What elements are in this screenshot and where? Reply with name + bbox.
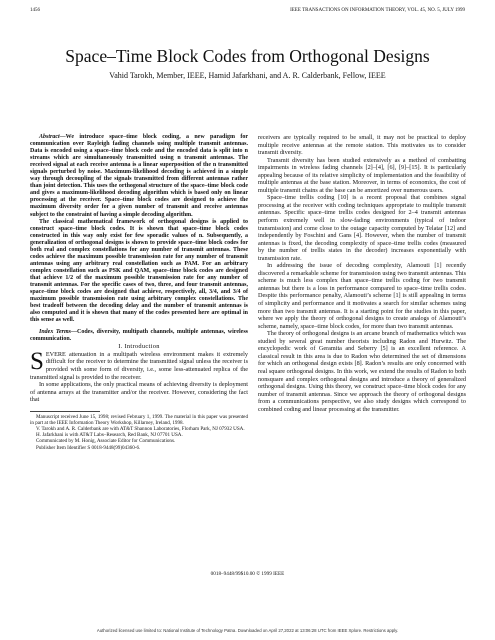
footnote: Communicated by M. Honig, Associate Editor for Communications.	[36, 438, 176, 445]
drop-cap: S	[30, 347, 44, 375]
body-paragraph: The theory of orthogonal designs is an arcane branch of mathematics which was studied by several great number theorists including Radon and Hurwitz. The encyclopedic work of Geramita and Seberry [5] is an excellent reference. A classical result in this area is due to Radon who determined the set of dimensions for which an orthogonal design exists [8]. Radon’s results are only concerned with real square orthogonal designs. In this work, we extend the results of Radon to both nonsquare and complex orthogonal designs and introduce a theory of generalized orthogonal designs. Using this theory, we construct space–time block codes for any number of transmit antennas. Since we approach the theory of orthogonal designs from a communications perspective, we also study designs which correspond to combined coding and linear processing at the transmitter.	[258, 330, 466, 413]
footnotes	[30, 414, 248, 451]
body-paragraph: In addressing the issue of decoding complexity, Alamouti [1] recently discovered a remarkable scheme for transmission using two transmit antennas. This scheme is much less complex than space–time trellis coding for two transmit antennas but there is a loss in performance compared to space–time trellis codes. Despite this performance penalty, Alamouti’s scheme [1] is still appealing in terms of simplicity and performance and it motivates a search for similar schemes using more than two transmit antennas. It is a starting point for the studies in this paper, where we apply the theory of orthogonal designs to create analogs of Alamouti’s scheme, namely, space–time block codes, for more than two transmit antennas.	[258, 262, 466, 330]
footnote-rule	[30, 411, 100, 412]
body-paragraph: receivers are typically required to be small, it may not be practical to deploy multiple receive antennas at the remote station. This motivates us to consider transmit diversity.	[258, 134, 466, 157]
footnote: Manuscript received June 15, 1998; revised February 1, 1999. The material in this paper was presented in part at the IEEE Information Theory Workshop, Killarney, Ireland, 1998.	[30, 413, 248, 426]
left-column	[30, 134, 248, 451]
right-column	[258, 134, 466, 413]
intro-paragraph: In some applications, the only practical means of achieving diversity is deployment of antenna arrays at the transmitter and/or the receiver. However, considering the fact that	[30, 381, 248, 404]
body-paragraph: Transmit diversity has been studied extensively as a method of combatting impairments in wireless fading channels [2]–[4], [6], [9]–[15]. It is particularly appealing because of its relative simplicity of implementation and the feasibility of multiple antennas at the base station. Moreover, in terms of economics, the cost of multiple transmit chains at the base can be amortized over numerous users.	[258, 156, 466, 194]
abstract-paragraph: The classical mathematical framework of orthogonal designs is applied to construct space–time block codes. It is shown that space–time block codes constructed in this way only exist for few sporadic values of n. Subsequently, a generalization of orthogonal designs is shown to provide space–time block codes for both real and complex constellations for any number of transmit antennas. These codes achieve the maximum possible transmission rate for any number of transmit antennas using any arbitrary real constellation such as PAM. For an arbitrary complex constellation such as PSK and QAM, space–time block codes are designed that achieve 1/2 of the maximum possible transmission rate for any number of transmit antennas. For the specific cases of two, three, and four transmit antennas, space–time block codes are designed that achieve, respectively, all, 3/4, and 3/4 of maximum possible transmission rate using arbitrary complex constellations. The best tradeoff between the decoding delay and the number of transmit antennas is also computed and it is shown that many of the codes presented here are optimal in this sense as well.	[30, 218, 248, 324]
abstract-paragraph	[30, 134, 248, 219]
section-heading: I. Introduction	[118, 343, 160, 351]
abstract-text: We introduce space–time block coding, a new paradigm for communication over Rayleigh fading channels using multiple transmit antennas. Data is encoded using a space–time block code and the encoded data is split into n streams which are simultaneously transmitted using n transmit antennas. The received signal at each receive antenna is a linear superposition of the n transmitted signals perturbed by noise. Maximum-likelihood decoding is achieved in a simple way through decoupling of the signals transmitted from different antennas rather than joint detection. This uses the orthogonal structure of the space–time block code and gives a maximum-likelihood decoding algorithm which is based only on linear processing at the receiver. Space–time block codes are designed to achieve the maximum diversity order for a given number of transmit and receive antennas subject to the constraint of having a simple decoding algorithm.	[30, 134, 248, 218]
intro-text: attenuation in a multipath wireless environment makes it extremely difficult for the receiver to determine the transmitted signal unless the receiver is provided with some form of diversity, i.e., some less-attenuated replica of the transmitted signal is provided to the receiver.	[30, 350, 248, 381]
footnote: H. Jafarkhani is with AT&T Labs–Research, Red Bank, NJ 07701 USA.	[36, 432, 183, 439]
body-paragraph: Space–time trellis coding [10] is a recent proposal that combines signal processing at the receiver with coding techniques appropriate to multiple transmit antennas. Specific space–time trellis codes designed for 2–4 transmit antennas perform extremely well in slow-fading environments (typical of indoor transmission) and come close to the outage capacity computed by Telatar [12] and independently by Foschini and Gans [4]. However, when the number of transmit antennas is fixed, the decoding complexity of space–time trellis codes (measured by the number of trellis states in the decoder) increases exponentially with transmission rate.	[258, 194, 466, 262]
footnote: V. Tarokh and A. R. Calderbank are with AT&T Shannon Laboratories, Florham Park, NJ 07932 USA.	[36, 426, 245, 433]
copyright-line: 0018–9448/99$10.00 © 1999 IEEE	[210, 571, 285, 577]
abstract-label: Abstract—	[39, 134, 66, 140]
index-terms-text: Codes, diversity, multipath channels, multiple antennas, wireless communication.	[30, 329, 249, 343]
index-terms-label: Index Terms—	[39, 329, 77, 336]
running-header	[30, 8, 465, 18]
download-notice: Authorized licensed use limited to: National Institute of Technology Patna. Downloaded on April 27,2022 at 13:06:28 UTC from IEEE Xplore. Restrictions apply.	[96, 628, 399, 633]
page-number: 1456	[30, 8, 40, 13]
paper-title: Space–Time Block Codes from Orthogonal Designs	[65, 46, 430, 66]
journal-header: IEEE TRANSACTIONS ON INFORMATION THEORY, VOL. 45, NO. 5, JULY 1999	[290, 8, 465, 13]
author-line: Vahid Tarokh, Member, IEEE, Hamid Jafarkhani, and A. R. Calderbank, Fellow, IEEE	[109, 71, 386, 80]
footnote: Publisher Item Identifier S 0018-9448(99)04360-6.	[36, 444, 141, 451]
index-terms	[30, 329, 248, 343]
intro-first-word: EVERE	[45, 350, 66, 358]
